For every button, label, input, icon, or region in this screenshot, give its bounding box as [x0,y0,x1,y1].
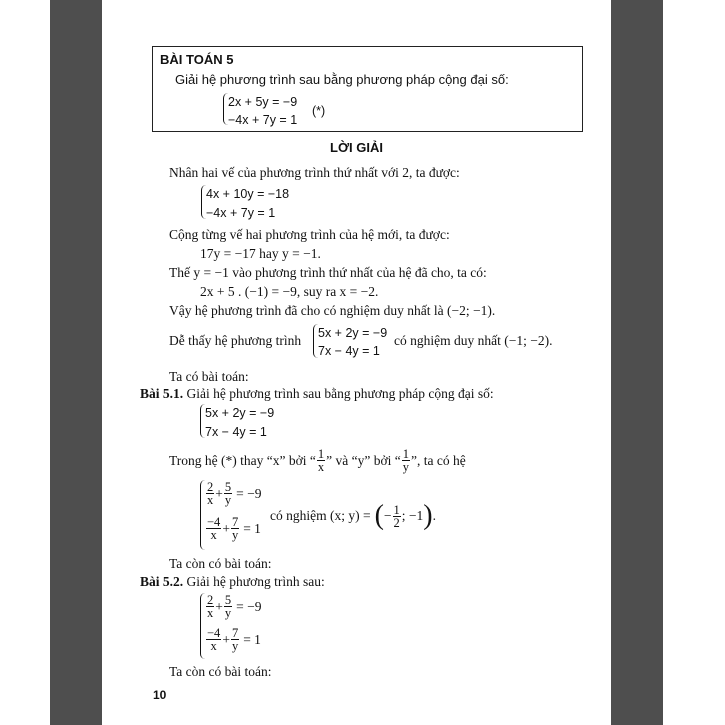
has-solution-text: có nghiệm (x; y) = [270,508,371,523]
more-problems-2: Ta còn có bài toán: [169,664,272,679]
substitution-text-b: ” và “y” bởi “ [326,452,401,468]
fraction-numerator: 2 [207,593,214,607]
fraction-denominator: x [210,639,217,653]
bai52-label: Bài 5.2. [140,574,184,589]
problem-title: BÀI TOÁN 5 [160,52,234,67]
rhs: = −9 [236,485,262,501]
solution-step1: Nhân hai vế của phương trình thứ nhất với 2, ta được: [169,165,460,180]
one-over-y-fraction [402,448,410,473]
plus-sign: + [222,520,230,536]
bai52-eq2 [205,627,261,652]
fraction-denominator: x [207,606,214,620]
solution-step4: Vậy hệ phương trình đã cho có nghiệm duy nhất là (−2; −1). [169,303,496,318]
solution-title: LỜI GIẢI [330,140,383,155]
fraction-numerator: 7 [231,515,239,529]
reciprocal-solution: có nghiệm (x; y) = ( − $\frac{1}{2}$ ; −1 ) . [270,500,436,531]
fraction-denominator: x [317,460,325,474]
fraction-numerator: 2 [207,480,214,494]
end-dot: . [432,508,436,523]
one-over-x-fraction [317,448,325,473]
substitution-text-a: Trong hệ (*) thay “x” bởi “ [169,452,316,468]
fraction-numerator: 7 [231,626,239,640]
fraction-numerator: −4 [207,626,221,640]
fraction-denominator: y [402,460,409,474]
fraction-denominator: 2 [393,515,400,530]
bai51-text: Giải hệ phương trình sau bằng phương pháp cộng đại số: [186,386,494,401]
problem-statement: Giải hệ phương trình sau bằng phương pháp cộng đại số: [175,72,509,87]
solution-step2-result: 17y = −17 hay y = −1. [200,246,321,261]
plus-sign: + [222,631,230,647]
fraction-denominator: x [207,493,214,507]
plus-sign: + [215,485,223,501]
reciprocal-eq2 [205,516,261,541]
solution-rest: ; −1 [401,508,424,523]
sys1-eq2: −4x + 7y = 1 [206,206,276,220]
fraction-denominator: y [224,606,232,620]
solution-step2: Cộng từng vế hai phương trình của hệ mới, ta được: [169,227,450,242]
fraction-numerator: 1 [317,447,325,461]
fraction-numerator: −4 [207,515,221,529]
fraction-numerator: 1 [402,447,409,461]
bai51-eq2: 7x − 4y = 1 [205,425,267,439]
rhs: = 1 [243,631,261,647]
fraction-numerator: 5 [224,480,232,494]
rhs: = −9 [236,598,262,614]
more-problems-1: Ta còn có bài toán: [169,556,272,571]
sys1-eq1: 4x + 10y = −18 [206,187,290,201]
fraction-denominator: y [231,528,239,542]
solution-step3-result: 2x + 5 . (−1) = −9, suy ra x = −2. [200,284,379,299]
we-have-text: Ta có bài toán: [169,369,249,384]
reciprocal-eq1 [205,481,261,506]
substitution-line [169,448,466,473]
easy-eq2: 7x − 4y = 1 [318,344,380,358]
substitution-text-c: ”, ta có hệ [410,452,466,468]
bai52-text: Giải hệ phương trình sau: [186,574,325,589]
solution-step3: Thế y = −1 vào phương trình thứ nhất của hệ đã cho, ta có: [169,265,487,280]
fraction-denominator: y [231,639,239,653]
fraction-denominator: x [210,528,217,542]
bai51-label: Bài 5.1. [140,386,184,401]
rhs: = 1 [243,520,261,536]
bai51-eq1: 5x + 2y = −9 [205,406,275,420]
easy-prefix: Dễ thấy hệ phương trình [169,333,302,348]
easy-eq1: 5x + 2y = −9 [318,326,388,340]
bai52-eq1 [205,594,261,619]
problem-tag: (*) [312,104,326,118]
page-number: 10 [153,688,167,702]
easy-suffix: có nghiệm duy nhất (−1; −2). [394,333,553,348]
problem-eq1: 2x + 5y = −9 [228,95,298,109]
fraction-numerator: 5 [224,593,232,607]
fraction-denominator: y [224,493,232,507]
solution-minus: − [383,508,392,523]
right-margin-bar [611,0,663,725]
left-margin-bar [50,0,102,725]
plus-sign: + [215,598,223,614]
fraction-numerator: 1 [393,502,400,517]
problem-eq2: −4x + 7y = 1 [228,113,298,127]
